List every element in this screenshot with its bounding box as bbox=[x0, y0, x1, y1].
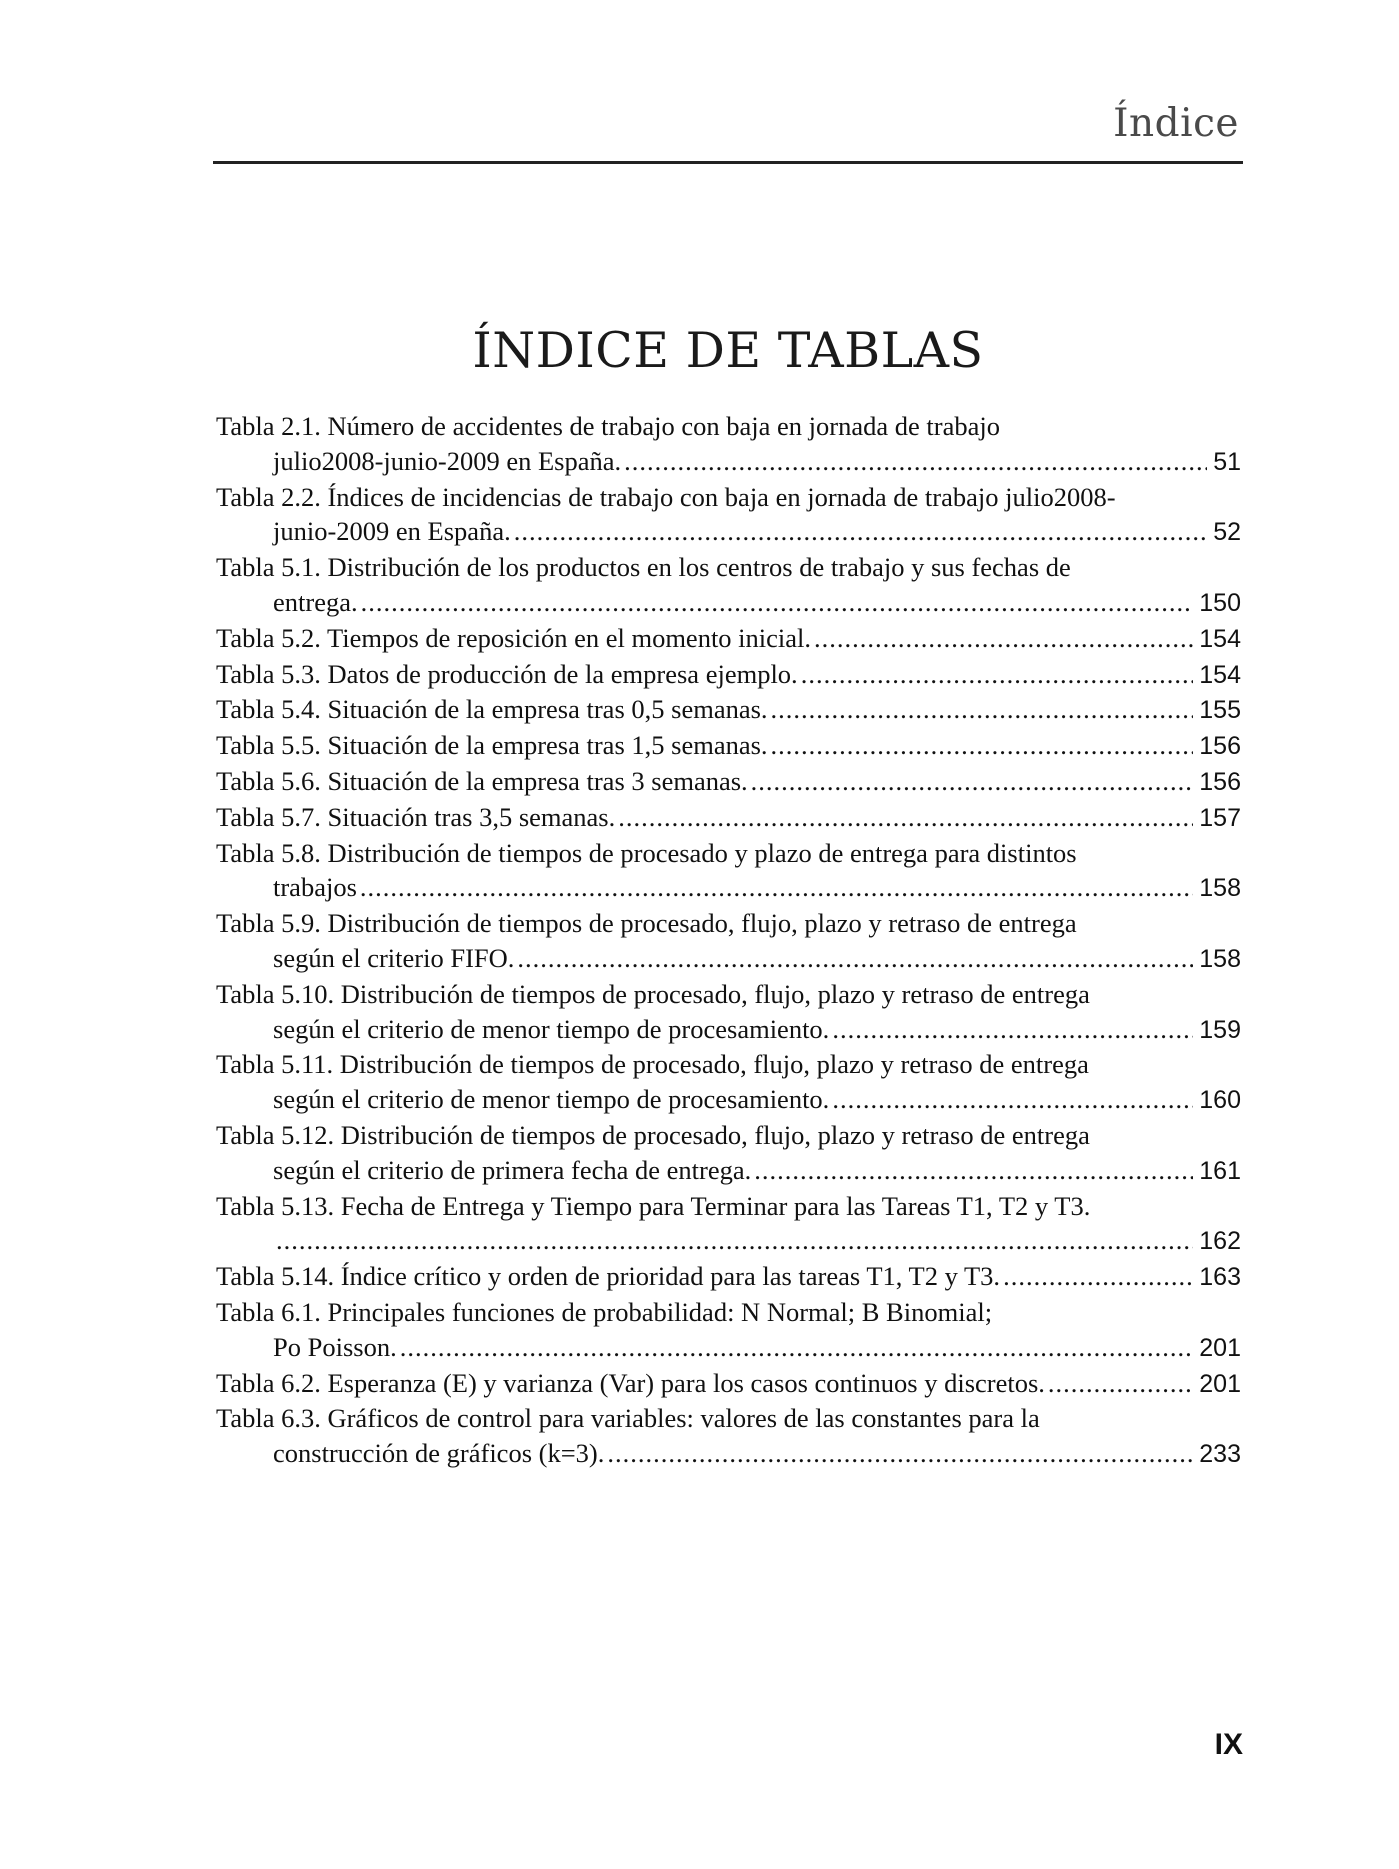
toc-entry-line bbox=[216, 444, 1241, 480]
dot-leader bbox=[771, 692, 1194, 727]
toc-entry[interactable] bbox=[216, 621, 1241, 657]
toc-page-number: 161 bbox=[1199, 1156, 1241, 1185]
toc-page-number: 160 bbox=[1199, 1086, 1241, 1115]
dot-leader bbox=[832, 1082, 1193, 1117]
toc-page-number: 155 bbox=[1199, 696, 1241, 725]
dot-leader bbox=[360, 870, 1193, 905]
toc-page-number: 154 bbox=[1199, 624, 1241, 653]
toc-page-number: 52 bbox=[1213, 518, 1241, 547]
toc-page-number: 156 bbox=[1199, 767, 1241, 796]
toc-entry-line bbox=[216, 1153, 1241, 1189]
toc-entry[interactable] bbox=[216, 550, 1241, 621]
toc-entry-title: Tabla 6.3. Gráficos de control para variables: valores de las constantes para la bbox=[216, 1403, 1040, 1434]
toc-entry-line bbox=[216, 1012, 1241, 1048]
toc-entry-title: Tabla 5.3. Datos de producción de la empresa ejemplo. bbox=[216, 658, 798, 689]
toc-entry-title: Tabla 6.1. Principales funciones de probabilidad: N Normal; B Binomial; bbox=[216, 1296, 993, 1327]
toc-entry-title: Tabla 6.2. Esperanza (E) y varianza (Var) para los casos continuos y discretos. bbox=[216, 1367, 1045, 1398]
toc-entry[interactable] bbox=[216, 1047, 1241, 1118]
toc-page-number: 158 bbox=[1199, 874, 1241, 903]
dot-leader bbox=[832, 1012, 1193, 1047]
toc-entry[interactable] bbox=[216, 836, 1241, 907]
toc-page-number: 150 bbox=[1199, 588, 1241, 617]
toc-page-number: 162 bbox=[1199, 1227, 1241, 1256]
toc-entry-line bbox=[216, 1082, 1241, 1118]
dot-leader bbox=[400, 1330, 1194, 1365]
toc-entry-line bbox=[216, 514, 1241, 550]
toc-entry[interactable] bbox=[216, 800, 1241, 836]
toc-entry-line bbox=[216, 870, 1241, 906]
toc-entry-line bbox=[216, 1330, 1241, 1366]
toc-page-number: 159 bbox=[1199, 1015, 1241, 1044]
toc-entry-continuation: junio-2009 en España. bbox=[273, 516, 511, 547]
toc-entry-title: Tabla 5.14. Índice crítico y orden de prioridad para las tareas T1, T2 y T3. bbox=[216, 1261, 1001, 1292]
dot-leader bbox=[1048, 1366, 1193, 1401]
toc-entry-title: Tabla 2.1. Número de accidentes de trabajo con baja en jornada de trabajo bbox=[216, 411, 1000, 441]
toc-entry-line bbox=[216, 1259, 1241, 1295]
toc-page-number: 201 bbox=[1199, 1333, 1241, 1362]
toc-entry-continuation: julio2008-junio-2009 en España. bbox=[273, 445, 622, 476]
running-header: Índice bbox=[1113, 101, 1239, 146]
header-rule bbox=[213, 161, 1243, 164]
toc-entry-continuation: según el criterio FIFO. bbox=[273, 942, 515, 973]
toc-entry-title: Tabla 5.6. Situación de la empresa tras 3 semanas. bbox=[216, 765, 748, 796]
dot-leader bbox=[771, 728, 1194, 763]
toc-entry-line bbox=[216, 1436, 1241, 1472]
toc-page-number: 158 bbox=[1199, 944, 1241, 973]
table-of-tables bbox=[216, 409, 1241, 1472]
toc-entry-line bbox=[216, 1366, 1241, 1402]
toc-entry-line bbox=[216, 692, 1241, 728]
toc-entry[interactable] bbox=[216, 728, 1241, 764]
toc-entry-title: Tabla 5.12. Distribución de tiempos de procesado, flujo, plazo y retraso de entrega bbox=[216, 1119, 1090, 1150]
dot-leader bbox=[607, 1436, 1193, 1471]
toc-entry[interactable] bbox=[216, 1295, 1241, 1366]
toc-entry[interactable] bbox=[216, 977, 1241, 1048]
toc-page-number: 157 bbox=[1199, 803, 1241, 832]
toc-entry[interactable] bbox=[216, 1189, 1241, 1260]
toc-entry-line bbox=[216, 800, 1241, 836]
toc-page-number: 201 bbox=[1199, 1369, 1241, 1398]
dot-leader bbox=[624, 444, 1207, 479]
page-title: ÍNDICE DE TABLAS bbox=[472, 322, 984, 379]
toc-entry-title: Tabla 5.11. Distribución de tiempos de procesado, flujo, plazo y retraso de entrega bbox=[216, 1049, 1089, 1080]
toc-entry-line bbox=[216, 764, 1241, 800]
page-number: IX bbox=[1214, 1728, 1243, 1761]
toc-entry-title: Tabla 5.10. Distribución de tiempos de procesado, flujo, plazo y retraso de entrega bbox=[216, 978, 1090, 1009]
toc-page-number: 154 bbox=[1199, 660, 1241, 689]
toc-page-number: 233 bbox=[1199, 1440, 1241, 1469]
toc-entry[interactable] bbox=[216, 480, 1241, 551]
toc-entry-title: Tabla 5.13. Fecha de Entrega y Tiempo para Terminar para las Tareas T1, T2 y T3. bbox=[216, 1190, 1091, 1221]
toc-entry-title: Tabla 5.5. Situación de la empresa tras 1,5 semanas. bbox=[216, 730, 768, 761]
toc-entry-line bbox=[216, 585, 1241, 621]
toc-entry[interactable] bbox=[216, 409, 1241, 480]
toc-entry-line bbox=[216, 1223, 1241, 1259]
toc-entry[interactable] bbox=[216, 764, 1241, 800]
toc-entry-continuation: según el criterio de primera fecha de entrega. bbox=[273, 1154, 752, 1185]
dot-leader bbox=[751, 764, 1194, 799]
toc-entry[interactable] bbox=[216, 1401, 1241, 1472]
dot-leader bbox=[801, 657, 1194, 692]
toc-entry-continuation: Po Poisson. bbox=[273, 1331, 397, 1362]
toc-entry-title: Tabla 5.8. Distribución de tiempos de procesado y plazo de entrega para distintos bbox=[216, 837, 1077, 868]
toc-entry-continuation: construcción de gráficos (k=3). bbox=[273, 1438, 605, 1469]
dot-leader bbox=[1003, 1259, 1193, 1294]
toc-entry[interactable] bbox=[216, 1366, 1241, 1402]
toc-entry-line bbox=[216, 941, 1241, 977]
toc-page-number: 51 bbox=[1213, 447, 1241, 476]
toc-entry-title: Tabla 5.7. Situación tras 3,5 semanas. bbox=[216, 801, 616, 832]
dot-leader bbox=[618, 800, 1193, 835]
dot-leader bbox=[514, 514, 1207, 549]
toc-entry-continuation: según el criterio de menor tiempo de procesamiento. bbox=[273, 1013, 830, 1044]
toc-page-number: 156 bbox=[1199, 732, 1241, 761]
toc-entry[interactable] bbox=[216, 1259, 1241, 1295]
toc-entry-title: Tabla 5.1. Distribución de los productos en los centros de trabajo y sus fechas de bbox=[216, 552, 1071, 583]
toc-entry[interactable] bbox=[216, 906, 1241, 977]
toc-entry-title: Tabla 5.2. Tiempos de reposición en el momento inicial. bbox=[216, 622, 812, 653]
toc-entry-line bbox=[216, 728, 1241, 764]
toc-entry[interactable] bbox=[216, 1118, 1241, 1189]
toc-entry-title: Tabla 5.9. Distribución de tiempos de procesado, flujo, plazo y retraso de entrega bbox=[216, 908, 1077, 939]
toc-entry-line bbox=[216, 657, 1241, 693]
dot-leader bbox=[517, 941, 1193, 976]
toc-page-number: 163 bbox=[1199, 1263, 1241, 1292]
toc-entry-title: Tabla 5.4. Situación de la empresa tras 0,5 semanas. bbox=[216, 694, 768, 725]
toc-entry[interactable] bbox=[216, 657, 1241, 693]
dot-leader bbox=[814, 621, 1193, 656]
dot-leader bbox=[754, 1153, 1193, 1188]
toc-entry-continuation: según el criterio de menor tiempo de procesamiento. bbox=[273, 1084, 830, 1115]
toc-entry-line bbox=[216, 621, 1241, 657]
toc-entry-continuation: trabajos bbox=[273, 872, 357, 903]
toc-entry-title: Tabla 2.2. Índices de incidencias de trabajo con baja en jornada de trabajo julio2008- bbox=[216, 481, 1116, 512]
dot-leader bbox=[276, 1223, 1193, 1258]
dot-leader bbox=[361, 585, 1194, 620]
toc-entry-continuation: entrega. bbox=[273, 586, 358, 617]
toc-entry[interactable] bbox=[216, 692, 1241, 728]
